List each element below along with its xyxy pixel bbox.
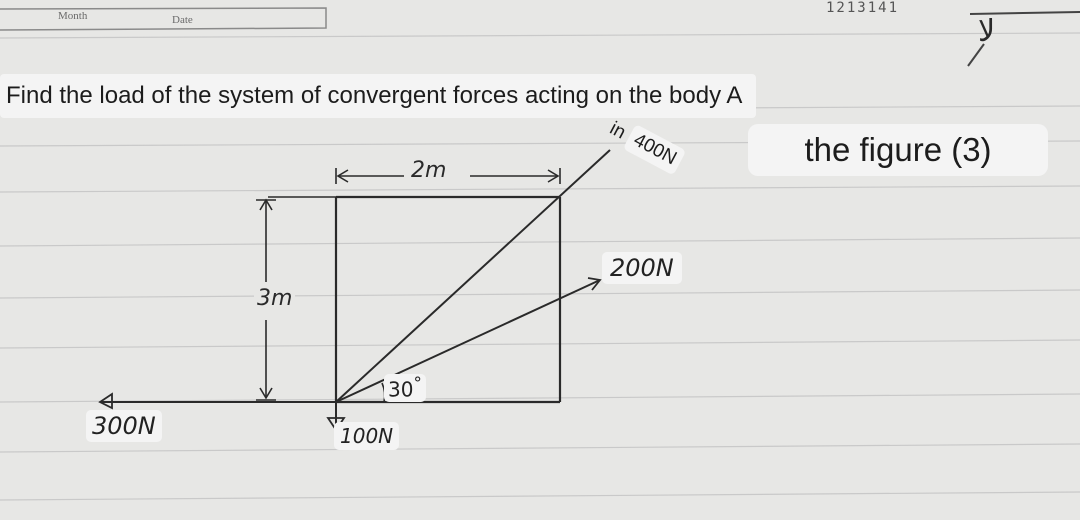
force-label-200n: 200N — [602, 252, 682, 284]
force-label-100n: 100N — [334, 422, 399, 450]
angle-unit: ° — [413, 374, 422, 393]
angle-value: 30 — [388, 377, 414, 402]
body-frame — [268, 197, 560, 402]
month-label: Month — [58, 10, 88, 22]
force-lines — [100, 150, 610, 428]
force-label-400n: 400N — [623, 124, 687, 176]
dimension-label-height: 3m — [254, 286, 295, 311]
date-label: Date — [172, 14, 193, 26]
force-label-300n: 300N — [86, 410, 162, 442]
force-line-400n — [336, 150, 610, 402]
arabic-note: لا — [978, 14, 996, 49]
problem-title-line1: Find the load of the system of convergent forces acting on the body A — [0, 74, 756, 118]
angle-label — [384, 374, 426, 402]
dimension-label-width: 2m — [408, 158, 449, 183]
header-box — [0, 8, 326, 30]
arrowheads — [100, 278, 600, 430]
problem-title-in: in — [606, 118, 630, 144]
page-number: 1213141 — [826, 0, 900, 16]
problem-title-line2: the figure (3) — [748, 124, 1048, 176]
